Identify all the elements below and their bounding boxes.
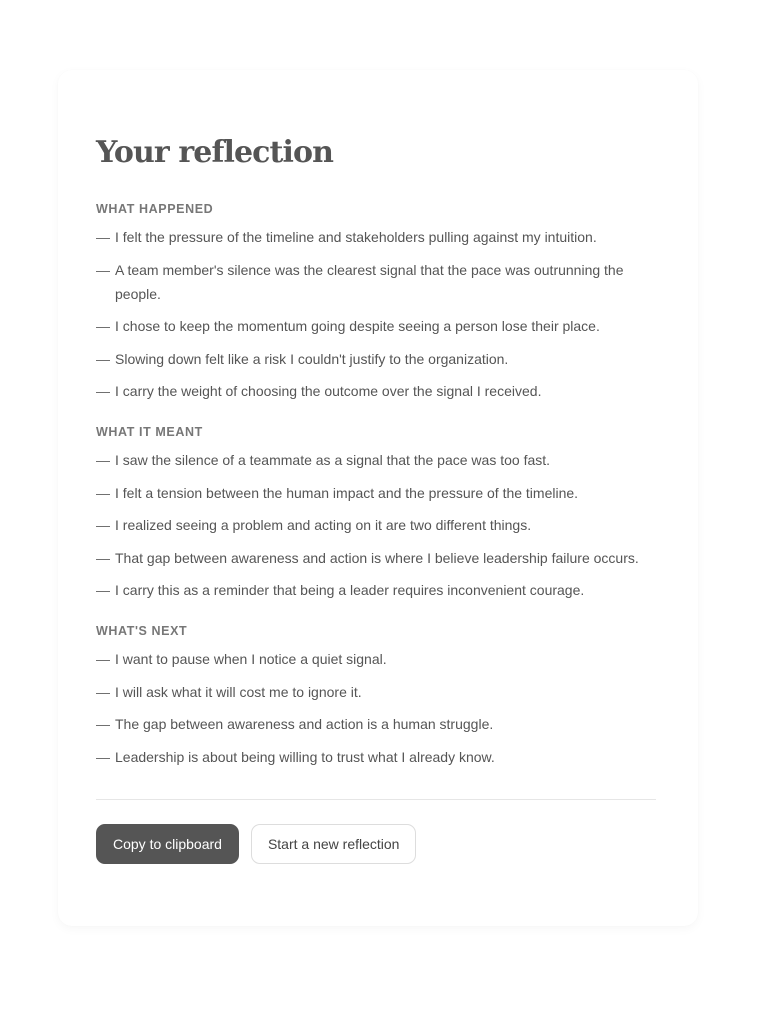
dash-bullet: — <box>96 383 110 399</box>
list-item-text: Leadership is about being willing to trust what I already know. <box>115 748 495 765</box>
dash-bullet: — <box>96 716 110 732</box>
dash-bullet: — <box>96 683 110 700</box>
dash-bullet: — <box>96 350 110 367</box>
dash-bullet: — <box>96 452 110 468</box>
list-item-text: I will ask what it will cost me to ignore it. <box>115 683 362 700</box>
list-item <box>96 314 656 338</box>
divider <box>96 799 656 800</box>
list-item <box>96 513 656 537</box>
list-item-text: Slowing down felt like a risk I couldn't justify to the organization. <box>115 350 509 367</box>
dash-bullet: — <box>96 229 110 245</box>
whats-next-list <box>96 647 656 769</box>
dash-bullet: — <box>96 748 110 765</box>
list-item <box>96 647 656 671</box>
list-item <box>96 680 656 704</box>
reflection-content <box>96 133 656 864</box>
start-new-reflection-button[interactable]: Start a new reflection <box>251 824 417 864</box>
page-title: Your reflection <box>96 135 334 170</box>
list-item <box>96 481 656 505</box>
list-item-text: A team member's silence was the clearest signal that the pace was outrunning the people. <box>115 261 624 302</box>
list-item <box>96 578 656 602</box>
dash-bullet: — <box>96 651 110 667</box>
list-item-text: I felt the pressure of the timeline and stakeholders pulling against my intuition. <box>115 229 597 245</box>
list-item <box>96 225 656 249</box>
list-item <box>96 379 656 403</box>
list-item <box>96 448 656 472</box>
dash-bullet: — <box>96 261 110 278</box>
list-item-text: I want to pause when I notice a quiet signal. <box>115 651 387 667</box>
list-item-text: I carry the weight of choosing the outcome over the signal I received. <box>115 383 542 399</box>
list-item <box>96 258 656 306</box>
list-item <box>96 347 656 371</box>
list-item-text: I saw the silence of a teammate as a signal that the pace was too fast. <box>115 452 551 468</box>
dash-bullet: — <box>96 549 110 566</box>
section-heading-whats-next: WHAT'S NEXT <box>96 624 188 638</box>
copy-to-clipboard-button[interactable]: Copy to clipboard <box>96 824 239 864</box>
section-heading-what-it-meant: WHAT IT MEANT <box>96 425 203 439</box>
list-item-text: The gap between awareness and action is a human struggle. <box>115 716 494 732</box>
list-item <box>96 745 656 769</box>
what-it-meant-list <box>96 448 656 602</box>
list-item-text: I chose to keep the momentum going despite seeing a person lose their place. <box>115 318 600 334</box>
action-bar <box>96 824 656 864</box>
list-item <box>96 712 656 736</box>
list-item-text: I realized seeing a problem and acting on it are two different things. <box>115 517 532 533</box>
dash-bullet: — <box>96 582 110 598</box>
list-item-text: I carry this as a reminder that being a leader requires inconvenient courage. <box>115 582 585 598</box>
dash-bullet: — <box>96 318 110 334</box>
list-item-text: I felt a tension between the human impact and the pressure of the timeline. <box>115 484 579 501</box>
section-heading-what-happened: WHAT HAPPENED <box>96 202 214 216</box>
what-happened-list <box>96 225 656 403</box>
dash-bullet: — <box>96 517 110 533</box>
list-item-text: That gap between awareness and action is where I believe leadership failure occurs. <box>115 549 639 566</box>
list-item <box>96 546 656 570</box>
dash-bullet: — <box>96 484 110 501</box>
